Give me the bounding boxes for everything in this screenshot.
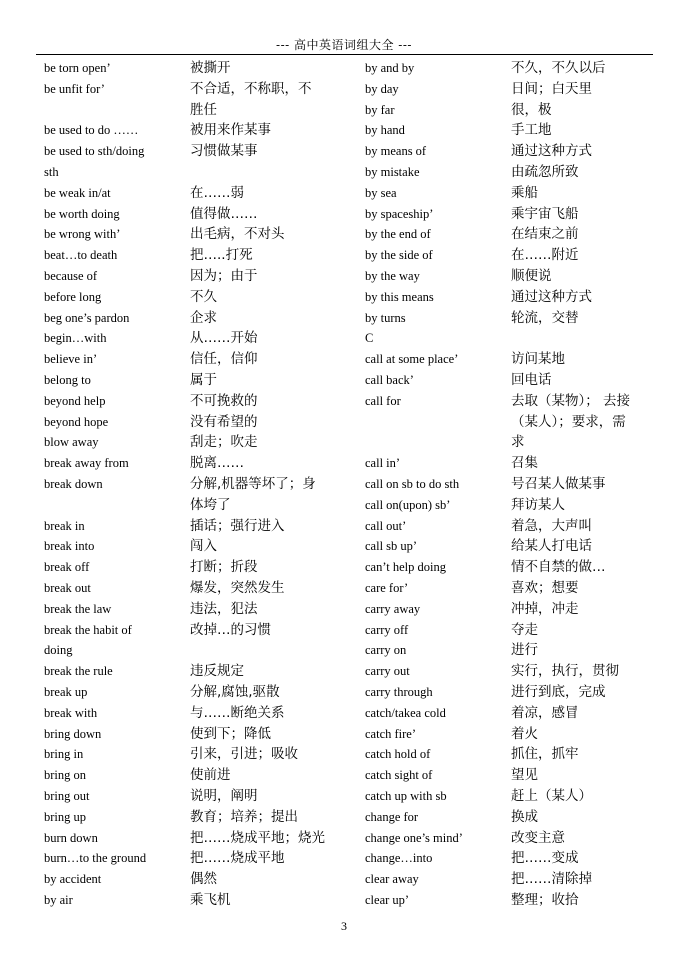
phrase-chinese: 进行到底，完成 <box>511 684 606 700</box>
phrase-english: change…into <box>365 851 433 866</box>
phrase-english: change one’s mind’ <box>365 830 463 845</box>
phrase-chinese: 在……弱 <box>190 184 244 201</box>
phrase-english: break with <box>44 705 98 720</box>
phrase-chinese: 整理；收拾 <box>511 892 579 908</box>
phrase-chinese: 分解,机器等坏了；身 <box>190 476 316 492</box>
phrase-chinese: 教育；培养；提出 <box>190 808 298 825</box>
phrase-english: beg one’s pardon <box>44 310 130 325</box>
phrase-english: catch hold of <box>365 747 431 762</box>
phrase-english: catch/takea cold <box>365 705 446 720</box>
phrase-english: call on sb to do sth <box>365 477 460 491</box>
phrase-chinese: 改变主意 <box>511 829 565 846</box>
phrase-chinese: （某人）；要求，需 <box>511 413 626 430</box>
phrase-english: care for’ <box>365 581 409 595</box>
phrase-english: by turns <box>365 310 406 325</box>
phrase-chinese: 赶上（某人） <box>511 788 592 804</box>
phrase-english: burn down <box>44 830 98 845</box>
phrase-english: by air <box>44 893 73 907</box>
phrase-chinese: 冲掉，冲走 <box>511 600 579 617</box>
phrase-chinese: 把……烧成平地 <box>190 850 285 867</box>
phrase-chinese: 乘飞机 <box>190 892 231 908</box>
phrase-chinese: 因为；由于 <box>190 268 258 284</box>
phrase-chinese: 手工地 <box>511 122 552 139</box>
phrase-english: by far <box>365 102 395 117</box>
phrase-chinese: 日间；白天里 <box>511 80 592 97</box>
page-header: --- 高中英语词组大全 --- <box>276 38 412 52</box>
phrase-english: call on(upon) sb’ <box>365 497 451 512</box>
phrase-english: break into <box>44 539 95 554</box>
page-number: 3 <box>341 919 347 933</box>
phrase-chinese: 把……变成 <box>511 850 579 867</box>
phrase-english: by accident <box>44 872 102 887</box>
phrase-chinese: 很，极 <box>511 101 552 118</box>
phrase-english: break the rule <box>44 664 113 679</box>
phrase-english: catch up with sb <box>365 789 447 803</box>
phrase-chinese: 轮流，交替 <box>511 309 579 326</box>
phrase-chinese: 在……附近 <box>511 247 579 264</box>
phrase-chinese: 访问某地 <box>511 351 565 368</box>
phrase-chinese: 没有希望的 <box>190 413 258 430</box>
phrase-english: carry out <box>365 664 410 679</box>
phrase-english: carry on <box>365 643 407 658</box>
phrase-chinese: 在结束之前 <box>511 226 579 243</box>
phrase-english: by means of <box>365 144 427 159</box>
phrase-english: by the side of <box>365 248 433 263</box>
phrase-english: call out’ <box>365 518 407 533</box>
phrase-chinese: 分解,腐蚀,驱散 <box>190 684 280 700</box>
phrase-english: bring up <box>44 809 87 824</box>
phrase-english: beyond help <box>44 393 106 408</box>
phrase-chinese: 不可挽救的 <box>190 392 258 409</box>
phrase-chinese: 召集 <box>511 455 538 472</box>
phrase-english: bring out <box>44 789 90 803</box>
phrase-english: call sb up’ <box>365 539 418 554</box>
phrase-english: by hand <box>365 123 405 138</box>
phrase-english: by the way <box>365 269 420 283</box>
phrase-english: break down <box>44 477 103 491</box>
phrase-english: break in <box>44 518 85 533</box>
phrase-english: break the law <box>44 601 112 616</box>
phrase-english: doing <box>44 643 73 658</box>
phrase-chinese: 给某人打电话 <box>511 538 592 555</box>
phrase-english: by mistake <box>365 165 420 179</box>
phrase-chinese: 把……烧成平地；烧光 <box>190 829 325 846</box>
phrase-chinese: 顺便说 <box>511 268 552 284</box>
phrase-chinese: 引来，引进；吸收 <box>190 746 298 763</box>
phrase-chinese: 属于 <box>190 372 217 388</box>
phrase-english: beat…to death <box>44 248 118 263</box>
phrase-english: break away from <box>44 456 129 471</box>
phrase-english: can’t help doing <box>365 560 446 575</box>
phrase-chinese: 着凉，感冒 <box>511 704 579 721</box>
phrase-english: call back’ <box>365 373 414 387</box>
phrase-english: break off <box>44 560 90 575</box>
phrase-chinese: 抓住，抓牢 <box>511 746 579 763</box>
phrase-chinese: 夺走 <box>511 621 538 638</box>
phrase-english: belong to <box>44 373 91 387</box>
phrase-chinese: 去取（某物）； 去接 <box>511 392 631 409</box>
phrase-english: call in’ <box>365 456 401 471</box>
phrase-english: break the habit of <box>44 622 132 637</box>
phrase-chinese: 信任，信仰 <box>190 351 258 368</box>
phrase-chinese: 打断；折段 <box>190 559 258 576</box>
phrase-english: carry through <box>365 685 433 699</box>
phrase-english: break out <box>44 581 91 595</box>
phrase-chinese: 脱离…… <box>190 455 244 472</box>
phrase-chinese: 与……断绝关系 <box>190 704 285 721</box>
phrase-english: catch fire’ <box>365 726 417 741</box>
phrase-english: bring down <box>44 726 102 741</box>
phrase-chinese: 改掉…的习惯 <box>190 621 271 638</box>
phrase-chinese: 说明，阐明 <box>190 788 258 804</box>
phrase-english: bring in <box>44 747 84 762</box>
phrase-chinese: 换成 <box>511 808 538 825</box>
header-rule <box>36 54 653 55</box>
phrase-chinese: 被用来作某事 <box>190 122 271 139</box>
phrase-english: be used to sth/doing <box>44 144 145 159</box>
phrase-chinese: 实行，执行，贯彻 <box>511 663 619 680</box>
phrase-english: call for <box>365 393 401 408</box>
phrase-english: clear away <box>365 872 419 887</box>
phrase-english: sth <box>44 165 59 179</box>
phrase-english: by the end of <box>365 227 431 242</box>
phrase-chinese: 闯入 <box>190 538 217 555</box>
phrase-english: be used to do …… <box>44 123 139 138</box>
phrase-english: call at some place’ <box>365 352 459 367</box>
phrase-english: carry off <box>365 622 409 637</box>
phrase-chinese: 着火 <box>511 725 538 742</box>
phrase-chinese: 乘宇宙飞船 <box>511 205 579 222</box>
phrase-chinese: 把……清除掉 <box>511 871 592 888</box>
phrase-english: by day <box>365 81 399 96</box>
phrase-english: by sea <box>365 185 397 200</box>
phrase-chinese: 企求 <box>190 309 217 326</box>
phrase-english: C <box>365 331 374 346</box>
phrase-chinese: 把…..打死 <box>190 247 253 264</box>
phrase-english: believe in’ <box>44 352 98 367</box>
phrase-chinese: 由疏忽所致 <box>511 164 579 180</box>
phrase-chinese: 求 <box>511 434 525 451</box>
phrase-chinese: 违法，犯法 <box>190 600 258 617</box>
phrase-chinese: 着急，大声叫 <box>511 517 592 534</box>
phrase-chinese: 不久 <box>190 288 217 305</box>
phrase-chinese: 不久，不久以后 <box>511 60 606 76</box>
phrase-english: be weak in/at <box>44 185 111 200</box>
phrase-chinese: 不合适，不称职，不 <box>190 80 312 97</box>
phrase-chinese: 爆发，突然发生 <box>190 580 285 596</box>
phrase-english: be unfit for’ <box>44 81 105 96</box>
phrase-chinese: 违反规定 <box>190 663 244 680</box>
phrase-chinese: 通过这种方式 <box>511 143 592 160</box>
phrase-english: be worth doing <box>44 206 120 221</box>
phrase-chinese: 偶然 <box>190 871 217 888</box>
phrase-chinese: 习惯做某事 <box>190 143 258 160</box>
phrase-chinese: 插话；强行进入 <box>190 517 285 534</box>
phrase-english: by and by <box>365 61 415 75</box>
phrase-chinese: 被撕开 <box>190 60 231 76</box>
phrase-chinese: 使前进 <box>190 767 231 784</box>
phrase-english: blow away <box>44 435 99 450</box>
phrase-chinese: 值得做…… <box>190 205 258 222</box>
phrase-english: before long <box>44 289 102 304</box>
phrase-chinese: 情不自禁的做… <box>511 559 606 576</box>
phrase-chinese: 刮走；吹走 <box>190 434 258 451</box>
phrase-english: change for <box>365 809 419 824</box>
phrase-english: carry away <box>365 601 421 616</box>
phrase-chinese: 回电话 <box>511 372 552 388</box>
phrase-english: by spaceship’ <box>365 206 434 221</box>
phrase-chinese: 望见 <box>511 767 538 784</box>
phrase-chinese: 胜任 <box>190 101 217 118</box>
phrase-chinese: 体垮了 <box>190 496 231 513</box>
phrase-english: be wrong with’ <box>44 227 121 242</box>
phrase-chinese: 号召某人做某事 <box>511 476 606 492</box>
phrase-english: begin…with <box>44 331 107 346</box>
phrase-chinese: 进行 <box>511 642 538 659</box>
phrase-chinese: 乘船 <box>511 184 538 201</box>
phrase-english: catch sight of <box>365 768 433 783</box>
phrase-english: be torn open’ <box>44 61 111 75</box>
phrase-english: because of <box>44 269 98 283</box>
phrase-chinese: 使到下；降低 <box>190 725 271 742</box>
phrase-chinese: 通过这种方式 <box>511 288 592 305</box>
phrase-english: by this means <box>365 289 434 304</box>
phrase-chinese: 出毛病，不对头 <box>190 226 285 243</box>
phrase-english: clear up’ <box>365 893 410 907</box>
phrase-chinese: 拜访某人 <box>511 496 565 513</box>
phrase-english: burn…to the ground <box>44 851 147 866</box>
phrase-chinese: 从……开始 <box>190 330 258 347</box>
phrase-english: break up <box>44 685 88 699</box>
phrase-chinese: 喜欢；想要 <box>511 580 579 596</box>
phrase-english: bring on <box>44 768 87 783</box>
phrase-english: beyond hope <box>44 414 109 429</box>
